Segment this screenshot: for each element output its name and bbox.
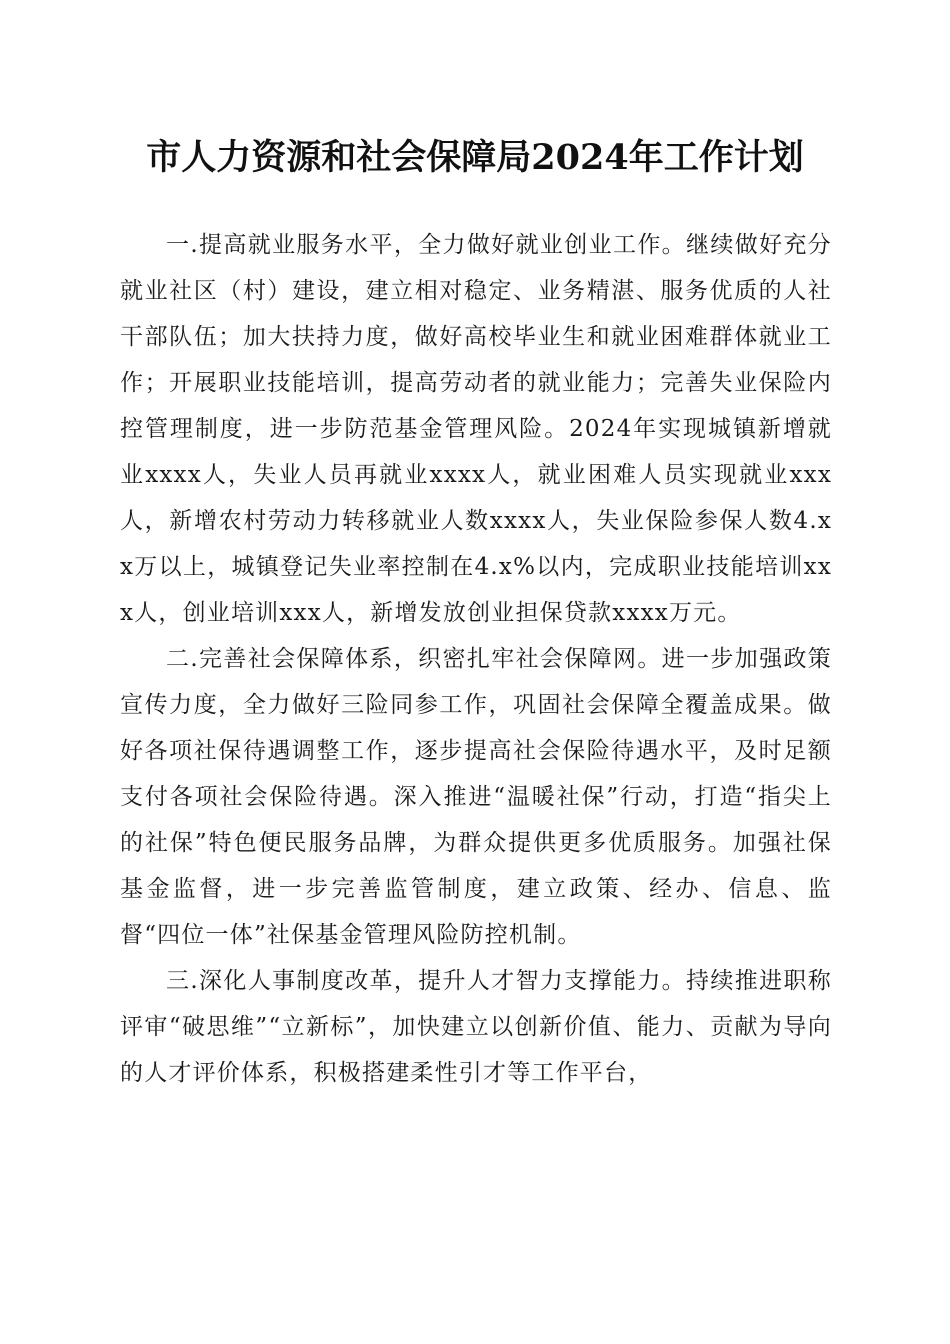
document-title: 市人力资源和社会保障局2024年工作计划 <box>146 137 804 178</box>
document-body <box>120 222 832 1096</box>
paragraph-personnel-reform: 三.深化人事制度改革，提升人才智力支撑能力。持续推进职称评审“破思维”“立新标”，加快建立以创新价值、能力、贡献为导向的人才评价体系，积极搭建柔性引才等工作平台， <box>120 968 832 1086</box>
paragraph-employment: 一.提高就业服务水平，全力做好就业创业工作。继续做好充分就业社区（村）建设，建立相对稳定、业务精湛、服务优质的人社干部队伍；加大扶持力度，做好高校毕业生和就业困难群体就业工作；开展职业技能培训，提高劳动者的就业能力；完善失业保险内控管理制度，进一步防范基金管理风险。2024年实现城镇新增就业xxxx人，失业人员再就业xxxx人，就业困难人员实现就业xxx人，新增农村劳动力转移就业人数xxxx人，失业保险参保人数4.xx万以上，城镇登记失业率控制在4.x%以内，完成职业技能培训xxx人，创业培训xxx人，新增发放创业担保贷款xxxx万元。 <box>120 232 832 626</box>
paragraph-social-security: 二.完善社会保障体系，织密扎牢社会保障网。进一步加强政策宣传力度，全力做好三险同参工作，巩固社会保障全覆盖成果。做好各项社保待遇调整工作，逐步提高社会保险待遇水平，及时足额支付各项社会保险待遇。深入推进“温暖社保”行动，打造“指尖上的社保”特色便民服务品牌，为群众提供更多优质服务。加强社保基金监督，进一步完善监管制度，建立政策、经办、信息、监督“四位一体”社保基金管理风险防控机制。 <box>120 646 832 948</box>
